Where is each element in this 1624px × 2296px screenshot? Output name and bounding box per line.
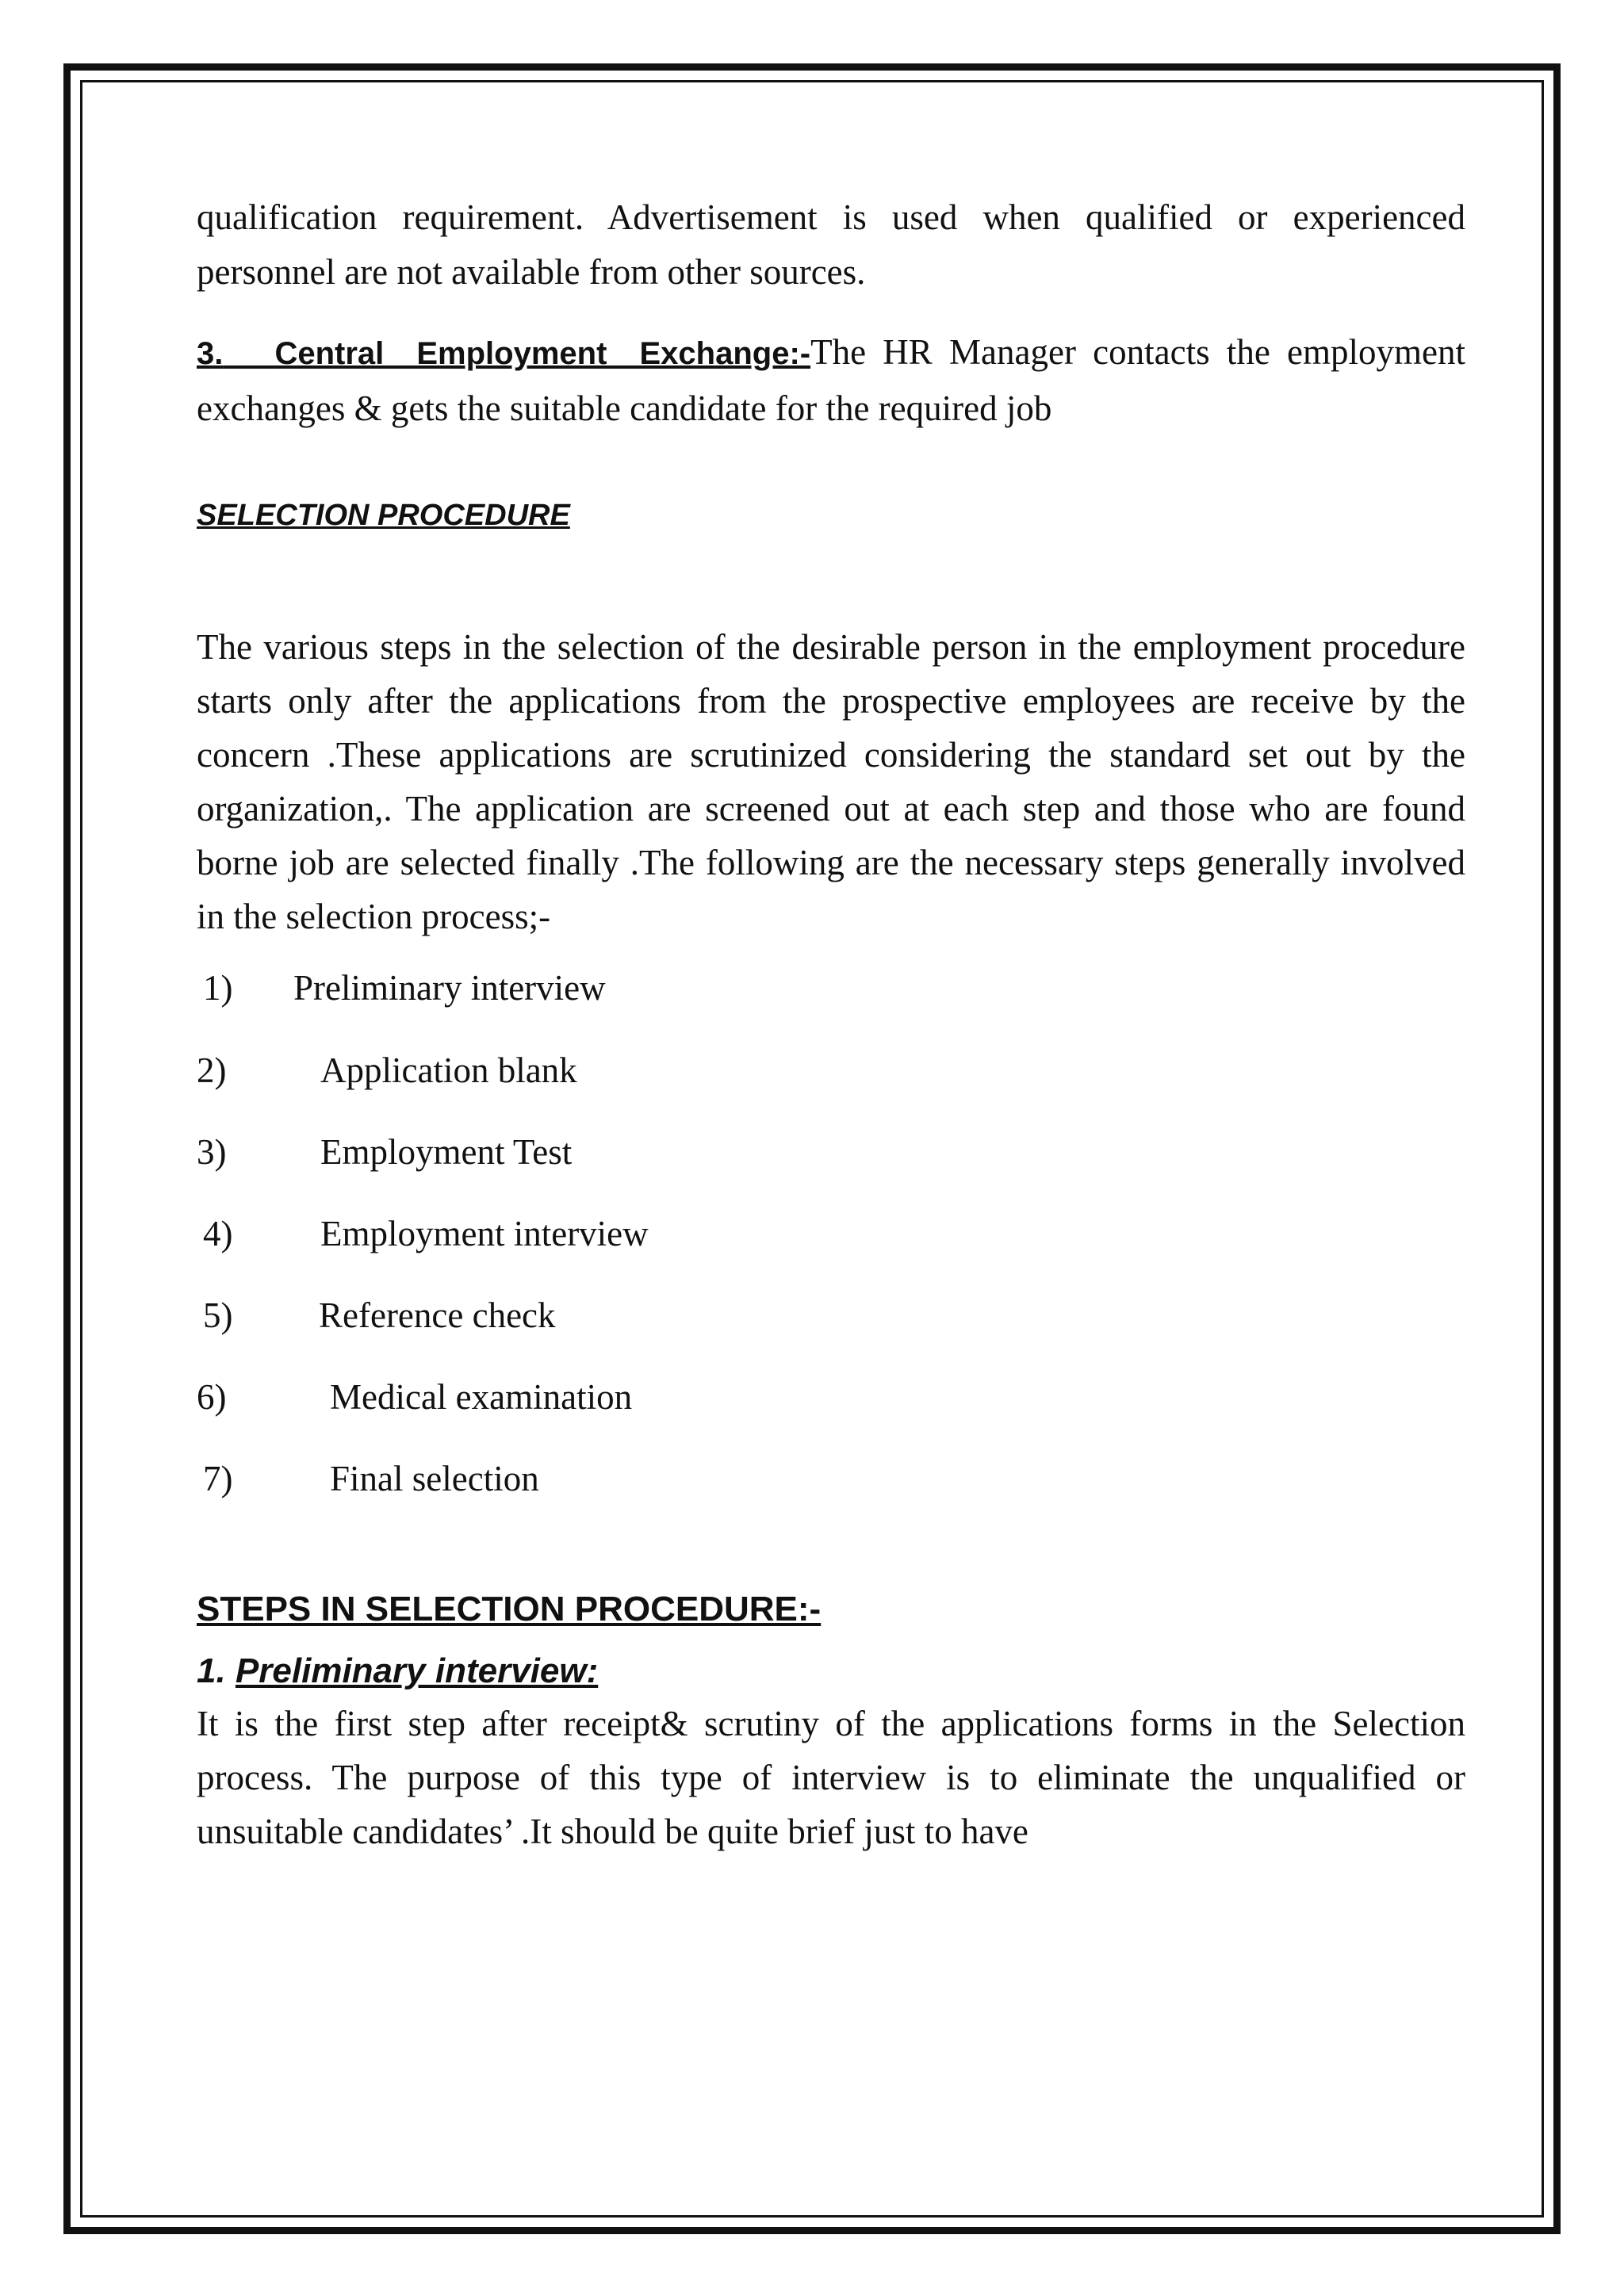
list-item-number: 1) xyxy=(203,968,233,1008)
selection-procedure-title-text: SELECTION PROCEDURE xyxy=(197,499,570,532)
selection-paragraph: The various steps in the selection of the desirable person in the employment procedure starts only after the applications from the prospective employees are receive by the concern .These applications are scrutinized considering the standard set out by the organization,. The application are screened out at each step and those who are found borne job are selected finally .The following are the necessary steps generally involved in the selection process;- xyxy=(197,627,1465,936)
exchange-paragraph xyxy=(197,325,1465,436)
steps-title-text: STEPS IN SELECTION PROCEDURE:- xyxy=(197,1590,822,1628)
list-item-label: Preliminary interview xyxy=(293,968,606,1008)
exchange-text: The HR Manager contacts the employment exchanges & gets the suitable candidate for the required job xyxy=(197,332,1465,428)
intro-paragraph: qualification requirement. Advertisement is used when qualified or experienced personnel are not available from other sources. xyxy=(197,197,1465,292)
exchange-heading: Central Employment Exchange:- xyxy=(274,336,811,371)
list-item-number: 6) xyxy=(197,1377,227,1417)
list-item-label: Medical examination xyxy=(330,1377,633,1417)
selection-procedure-title xyxy=(197,493,1465,538)
steps-title xyxy=(197,1587,1465,1632)
exchange-heading-spacer xyxy=(223,336,274,371)
list-item-label: Reference check xyxy=(319,1295,556,1335)
exchange-number: 3. xyxy=(197,336,224,371)
list-item-label: Employment Test xyxy=(320,1132,573,1172)
list-item-number: 2) xyxy=(197,1050,227,1090)
list-item-label: Final selection xyxy=(330,1459,539,1498)
page-content xyxy=(197,190,1465,1858)
list-item-number: 7) xyxy=(203,1459,233,1498)
preliminary-number: 1. xyxy=(197,1651,226,1690)
list-item-label: Application blank xyxy=(320,1050,577,1090)
list-item-number: 3) xyxy=(197,1132,227,1172)
list-item-label: Employment interview xyxy=(320,1214,649,1253)
steps-list xyxy=(197,964,1465,1538)
preliminary-heading-text: Preliminary interview: xyxy=(235,1651,599,1690)
list-item-number: 5) xyxy=(203,1295,233,1335)
preliminary-heading xyxy=(197,1649,1465,1693)
list-item-number: 4) xyxy=(203,1214,233,1253)
preliminary-paragraph: It is the first step after receipt& scrutiny of the applications forms in the Selection process. The purpose of this type of interview is to eliminate the unqualified or unsuitable candidates’ .It should be quite brief just to have xyxy=(197,1704,1465,1851)
